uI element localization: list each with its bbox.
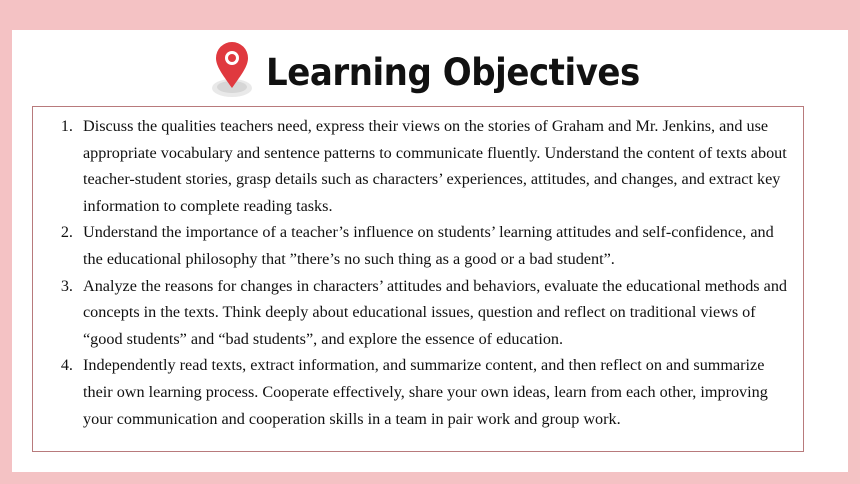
slide-panel xyxy=(12,30,848,472)
location-pin-icon xyxy=(208,42,264,102)
objectives-box xyxy=(32,106,804,452)
objective-item-3: 3. Analyze the reasons for changes in characters’ attitudes and behaviors, evaluate the educational methods and concepts in the texts. Think deeply about educational issues, question and reflect on traditional views of “good students” and “bad students”, and explore the essence of education. xyxy=(77,273,793,353)
title-row xyxy=(208,42,672,102)
objective-item-1: 1. Discuss the qualities teachers need, express their views on the stories of Graham and Mr. Jenkins, and use appropriate vocabulary and sentence patterns to communicate fluently. Understand the content of texts about teacher-student stories, grasp details such as characters’ experiences, attitudes, and changes, and extract key information to complete reading tasks. xyxy=(77,113,793,219)
objective-item-4: 4. Independently read texts, extract information, and summarize content, and then reflect on and summarize their own learning process. Cooperate effectively, share your own ideas, learn from each other, improving your communication and cooperation skills in a team in pair work and group work. xyxy=(77,352,793,432)
objectives-list xyxy=(33,107,803,432)
page-title: Learning Objectives xyxy=(266,50,640,94)
objective-item-2: 2. Understand the importance of a teacher’s influence on students’ learning attitudes and self-confidence, and the educational philosophy that ”there’s no such thing as a good or a bad student”. xyxy=(77,219,793,272)
